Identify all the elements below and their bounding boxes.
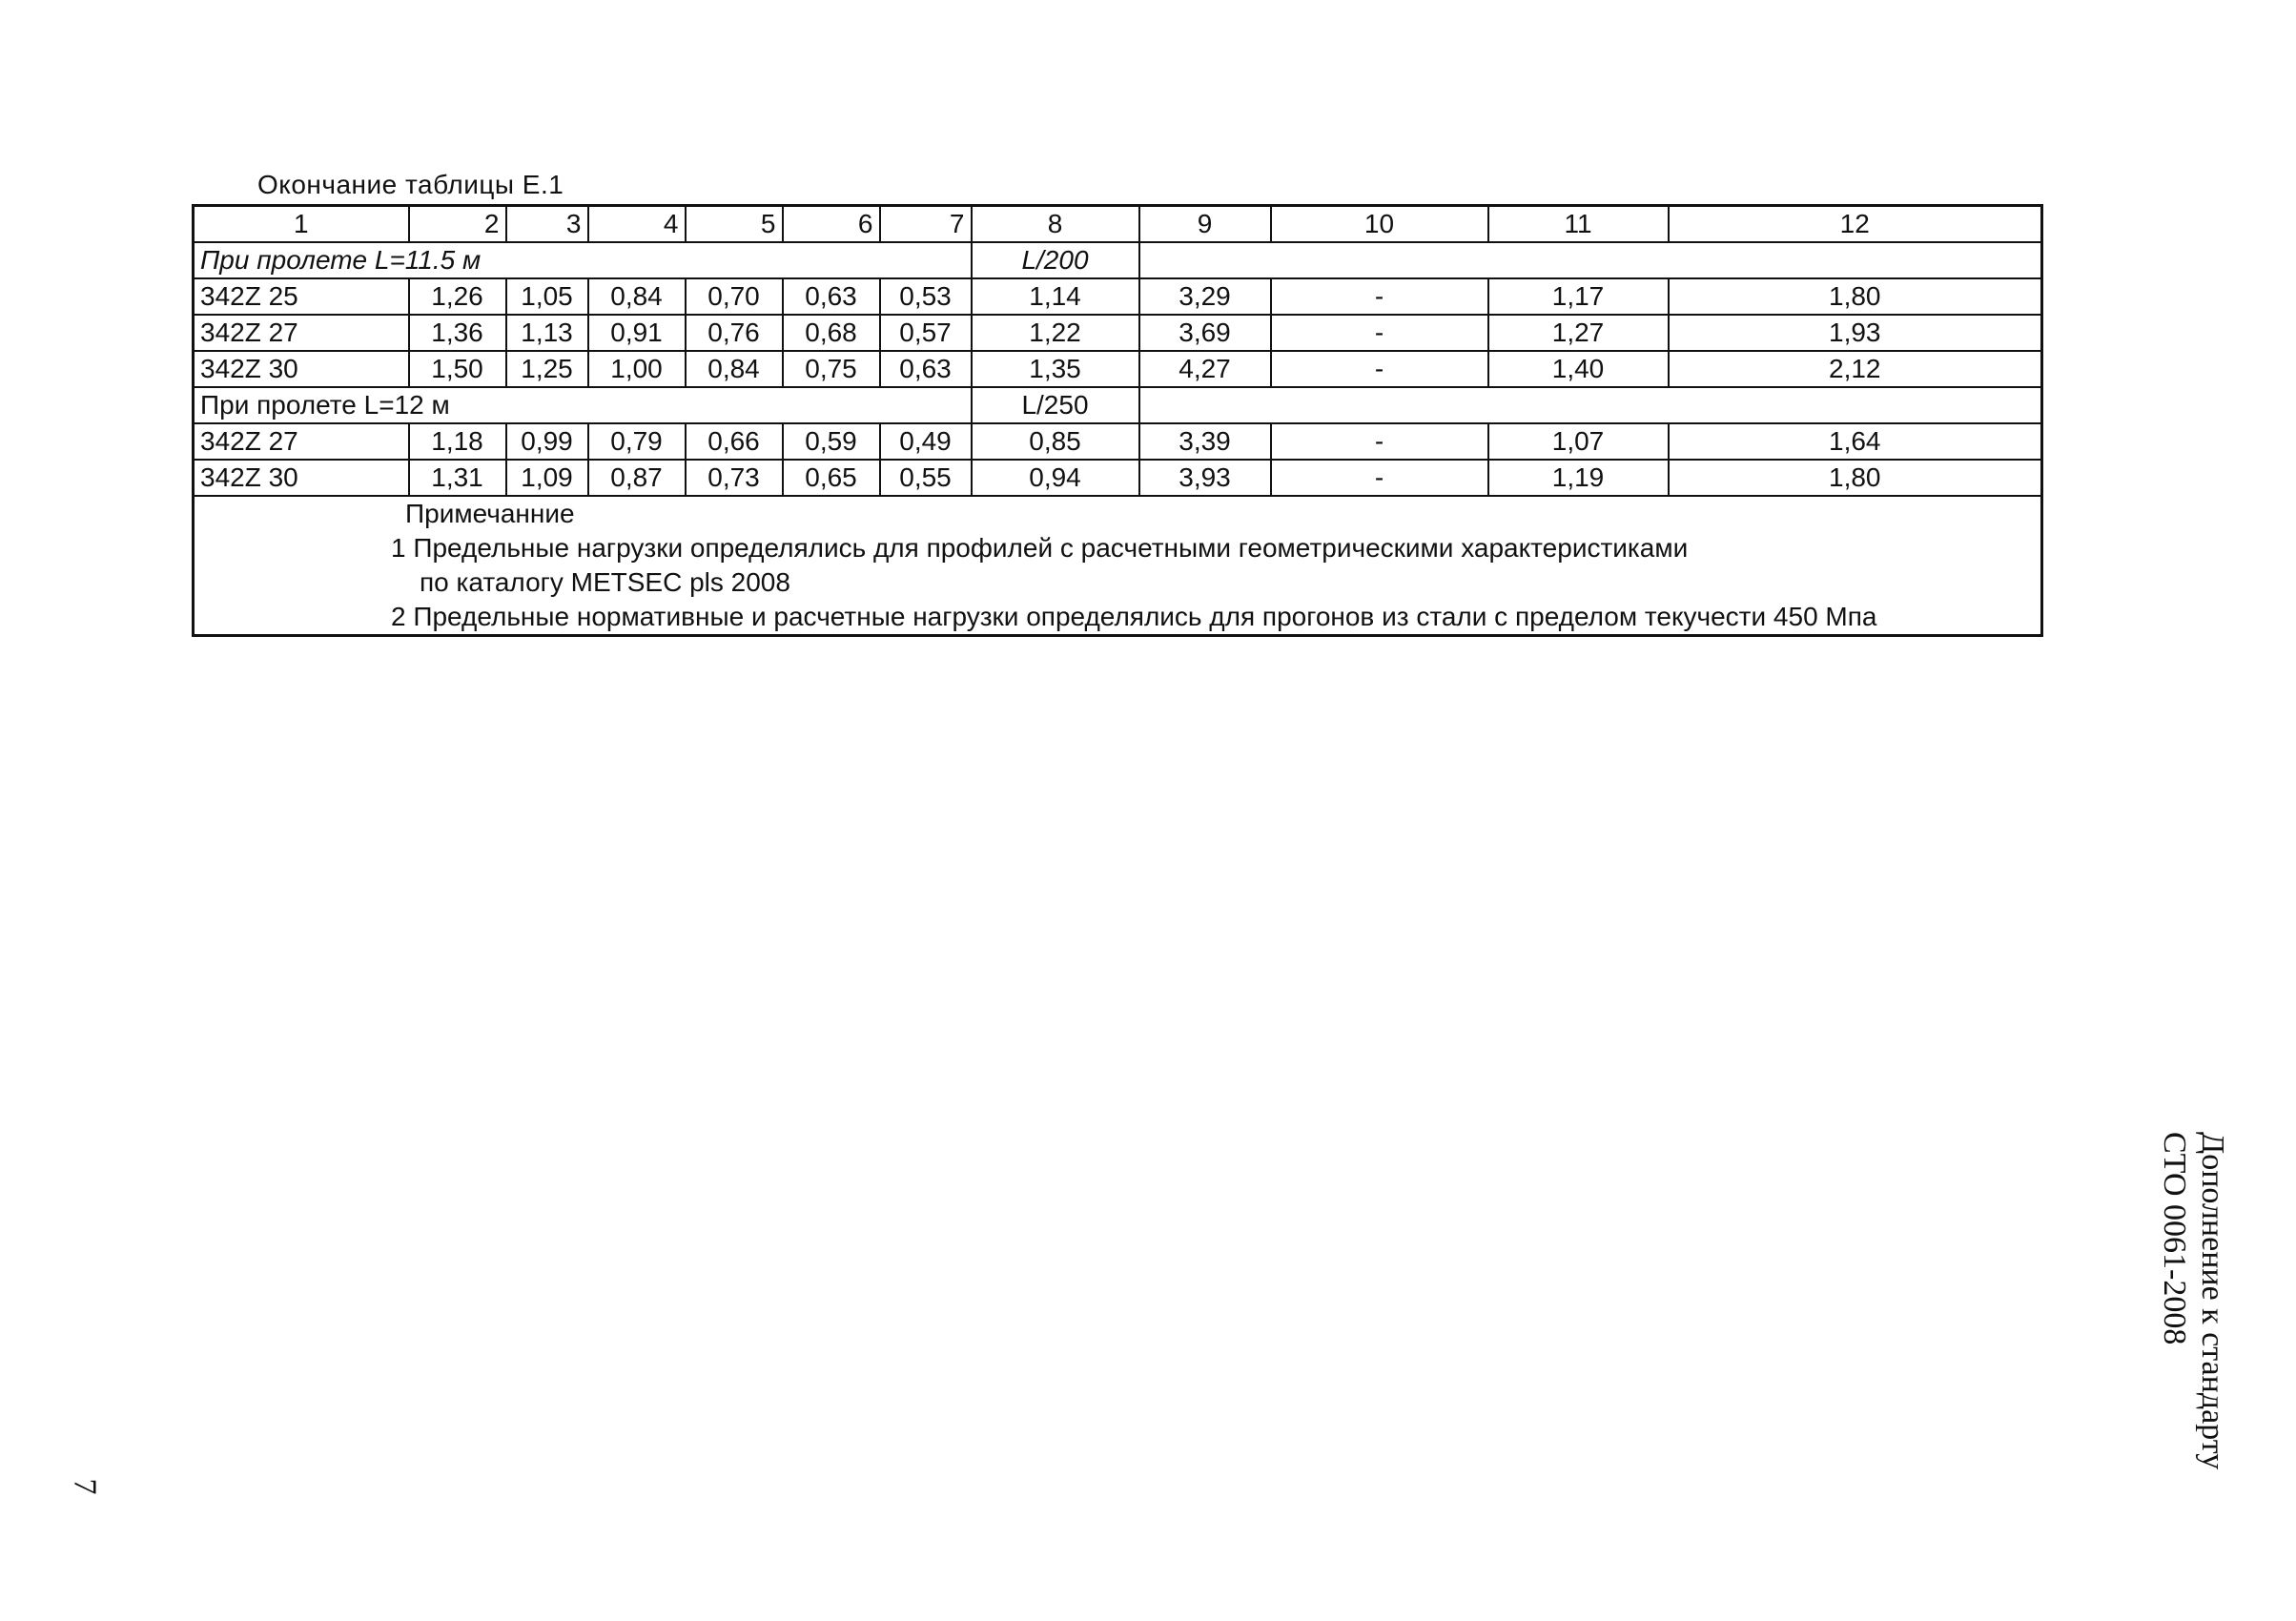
value-cell: - bbox=[1271, 315, 1488, 351]
profile-cell: 342Z 27 bbox=[194, 423, 409, 460]
value-cell: 1,25 bbox=[506, 351, 588, 387]
value-cell: 0,87 bbox=[588, 460, 686, 496]
table-row bbox=[194, 423, 2042, 460]
value-cell: 1,93 bbox=[1669, 315, 2042, 351]
value-cell: 1,18 bbox=[409, 423, 506, 460]
table-row bbox=[194, 351, 2042, 387]
empty-cell bbox=[1139, 387, 2042, 423]
value-cell: 0,73 bbox=[686, 460, 783, 496]
value-cell: 1,35 bbox=[972, 351, 1139, 387]
value-cell: 1,80 bbox=[1669, 278, 2042, 315]
value-cell: 0,84 bbox=[686, 351, 783, 387]
value-cell: 0,91 bbox=[588, 315, 686, 351]
table-row bbox=[194, 460, 2042, 496]
value-cell: 1,22 bbox=[972, 315, 1139, 351]
header-cell: 2 bbox=[409, 206, 506, 243]
value-cell: 1,07 bbox=[1488, 423, 1669, 460]
side-title-line-2: СТО 0061-2008 bbox=[2157, 1132, 2192, 1345]
value-cell: 1,05 bbox=[506, 278, 588, 315]
header-cell: 9 bbox=[1139, 206, 1271, 243]
value-cell: 1,31 bbox=[409, 460, 506, 496]
span-label: При пролете L=11.5 м bbox=[194, 242, 972, 278]
header-cell: 6 bbox=[783, 206, 880, 243]
value-cell: 0,57 bbox=[880, 315, 972, 351]
value-cell: 0,53 bbox=[880, 278, 972, 315]
span-label: При пролете L=12 м bbox=[194, 387, 972, 423]
header-cell: 8 bbox=[972, 206, 1139, 243]
value-cell: 0,59 bbox=[783, 423, 880, 460]
value-cell: - bbox=[1271, 423, 1488, 460]
profile-cell: 342Z 30 bbox=[194, 460, 409, 496]
document-side-title bbox=[2155, 1132, 2231, 1469]
table-row bbox=[194, 315, 2042, 351]
table-caption: Окончание таблицы Е.1 bbox=[257, 170, 564, 199]
notes-title: Примечанние bbox=[405, 499, 575, 528]
note-2: 2 Предельные нормативные и расчетные нагрузки определялись для прогонов из стали с пределом текучести 450 Мпа bbox=[391, 602, 1877, 631]
value-cell: 1,40 bbox=[1488, 351, 1669, 387]
value-cell: 3,29 bbox=[1139, 278, 1271, 315]
value-cell: 1,14 bbox=[972, 278, 1139, 315]
note-1-continuation: по каталогу METSEC pls 2008 bbox=[420, 567, 790, 597]
value-cell: 1,09 bbox=[506, 460, 588, 496]
value-cell: 0,84 bbox=[588, 278, 686, 315]
value-cell: 2,12 bbox=[1669, 351, 2042, 387]
value-cell: 1,13 bbox=[506, 315, 588, 351]
header-cell: 5 bbox=[686, 206, 783, 243]
header-cell: 12 bbox=[1669, 206, 2042, 243]
value-cell: - bbox=[1271, 351, 1488, 387]
value-cell: 0,94 bbox=[972, 460, 1139, 496]
profile-cell: 342Z 27 bbox=[194, 315, 409, 351]
section-row bbox=[194, 242, 2042, 278]
value-cell: 0,76 bbox=[686, 315, 783, 351]
value-cell: 0,55 bbox=[880, 460, 972, 496]
value-cell: 1,27 bbox=[1488, 315, 1669, 351]
profile-cell: 342Z 25 bbox=[194, 278, 409, 315]
value-cell: 0,99 bbox=[506, 423, 588, 460]
header-row bbox=[194, 206, 2042, 243]
header-cell: 11 bbox=[1488, 206, 1669, 243]
section-row bbox=[194, 387, 2042, 423]
load-table bbox=[192, 204, 2043, 637]
value-cell: 0,63 bbox=[880, 351, 972, 387]
value-cell: 0,66 bbox=[686, 423, 783, 460]
value-cell: 0,63 bbox=[783, 278, 880, 315]
value-cell: 0,79 bbox=[588, 423, 686, 460]
value-cell: 1,17 bbox=[1488, 278, 1669, 315]
deflection-limit: L/250 bbox=[972, 387, 1139, 423]
value-cell: 3,39 bbox=[1139, 423, 1271, 460]
notes-row bbox=[194, 496, 2042, 636]
value-cell: 3,69 bbox=[1139, 315, 1271, 351]
value-cell: 3,93 bbox=[1139, 460, 1271, 496]
value-cell: 1,19 bbox=[1488, 460, 1669, 496]
value-cell: 0,85 bbox=[972, 423, 1139, 460]
notes-cell bbox=[194, 496, 2042, 636]
value-cell: 0,68 bbox=[783, 315, 880, 351]
value-cell: - bbox=[1271, 460, 1488, 496]
value-cell: 1,80 bbox=[1669, 460, 2042, 496]
header-cell: 4 bbox=[588, 206, 686, 243]
value-cell: - bbox=[1271, 278, 1488, 315]
value-cell: 0,75 bbox=[783, 351, 880, 387]
header-cell: 7 bbox=[880, 206, 972, 243]
header-cell: 1 bbox=[194, 206, 409, 243]
value-cell: 1,50 bbox=[409, 351, 506, 387]
value-cell: 1,26 bbox=[409, 278, 506, 315]
value-cell: 0,49 bbox=[880, 423, 972, 460]
value-cell: 0,70 bbox=[686, 278, 783, 315]
deflection-limit: L/200 bbox=[972, 242, 1139, 278]
table-row bbox=[194, 278, 2042, 315]
value-cell: 1,36 bbox=[409, 315, 506, 351]
value-cell: 1,00 bbox=[588, 351, 686, 387]
value-cell: 4,27 bbox=[1139, 351, 1271, 387]
header-cell: 3 bbox=[506, 206, 588, 243]
side-title-line-1: Дополнение к стандарту bbox=[2195, 1132, 2230, 1470]
note-1: 1 Предельные нагрузки определялись для профилей с расчетными геометрическими характеристиками bbox=[391, 533, 1689, 563]
value-cell: 0,65 bbox=[783, 460, 880, 496]
page-number: 7 bbox=[67, 1478, 103, 1495]
profile-cell: 342Z 30 bbox=[194, 351, 409, 387]
table-body bbox=[194, 206, 2042, 636]
value-cell: 1,64 bbox=[1669, 423, 2042, 460]
header-cell: 10 bbox=[1271, 206, 1488, 243]
empty-cell bbox=[1139, 242, 2042, 278]
